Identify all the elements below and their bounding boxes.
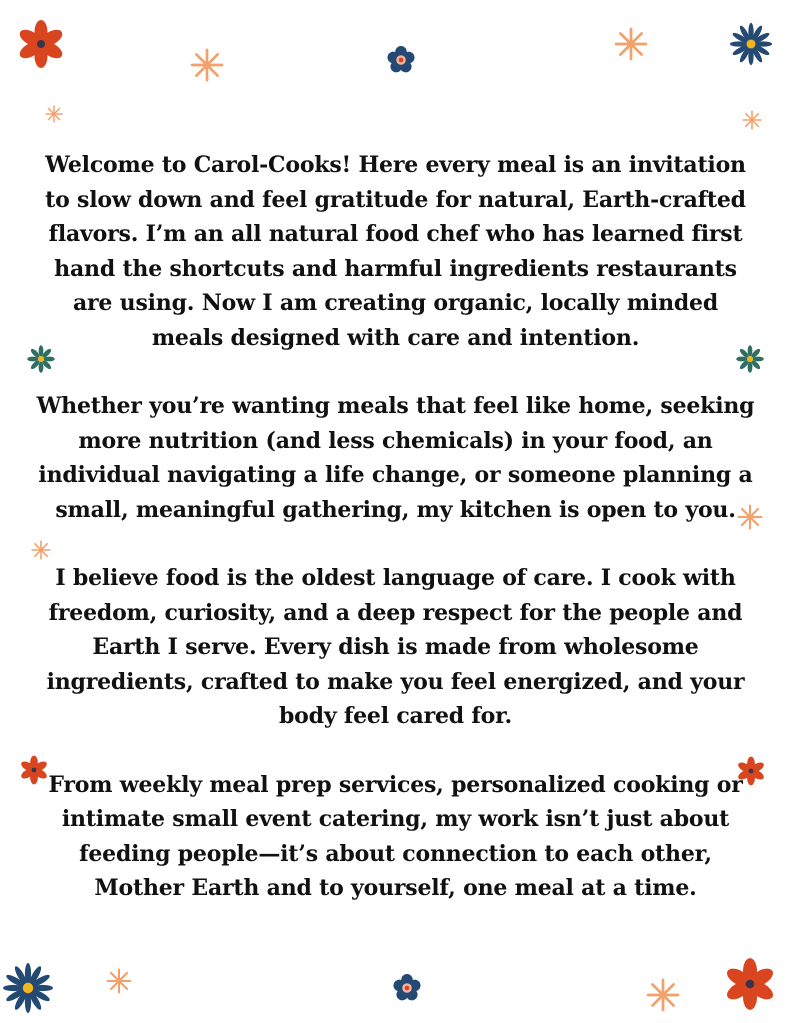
orange-spark-icon	[742, 110, 762, 130]
navy-daisy-icon	[2, 962, 54, 1014]
red-flower-icon	[723, 957, 777, 1011]
welcome-paragraph: Welcome to Carol-Cooks! Here every meal is an invitation to slow down and feel gratitude for natural, Earth-crafted flavors. I’m an all natural food chef who has learned first hand the shortcuts and harmful ingredients restaurants are using. Now I am creating organic, locally minded meals designed with care and intention.	[45, 152, 746, 351]
audience-paragraph: Whether you’re wanting meals that feel like home, seeking more nutrition (and less chemicals) in your food, an individual navigating a life change, or someone planning a small, meaningful gathering, my kitchen is open to you.	[36, 393, 755, 523]
orange-spark-icon	[190, 46, 224, 84]
orange-spark-icon	[646, 976, 680, 1014]
services-paragraph: From weekly meal prep services, personalized cooking or intimate small event catering, my work isn’t just about feeding people—it’s about connection to each other, Mother Earth and to yourself, one meal at a time.	[48, 771, 743, 901]
small-blue-flower-icon	[383, 43, 419, 77]
orange-spark-icon	[614, 26, 648, 62]
small-blue-flower-icon	[389, 971, 425, 1005]
red-flower-icon	[16, 17, 66, 71]
philosophy-paragraph: I believe food is the oldest language of care. I cook with freedom, curiosity, and a deep respect for the people and Earth I serve. Every dish is made from wholesome ingredients, crafted to make you feel energized, and your body feel cared for.	[46, 565, 745, 729]
intro-text-block	[36, 148, 755, 906]
orange-spark-icon	[45, 104, 63, 124]
orange-spark-icon	[106, 966, 132, 996]
navy-daisy-icon	[729, 22, 773, 66]
